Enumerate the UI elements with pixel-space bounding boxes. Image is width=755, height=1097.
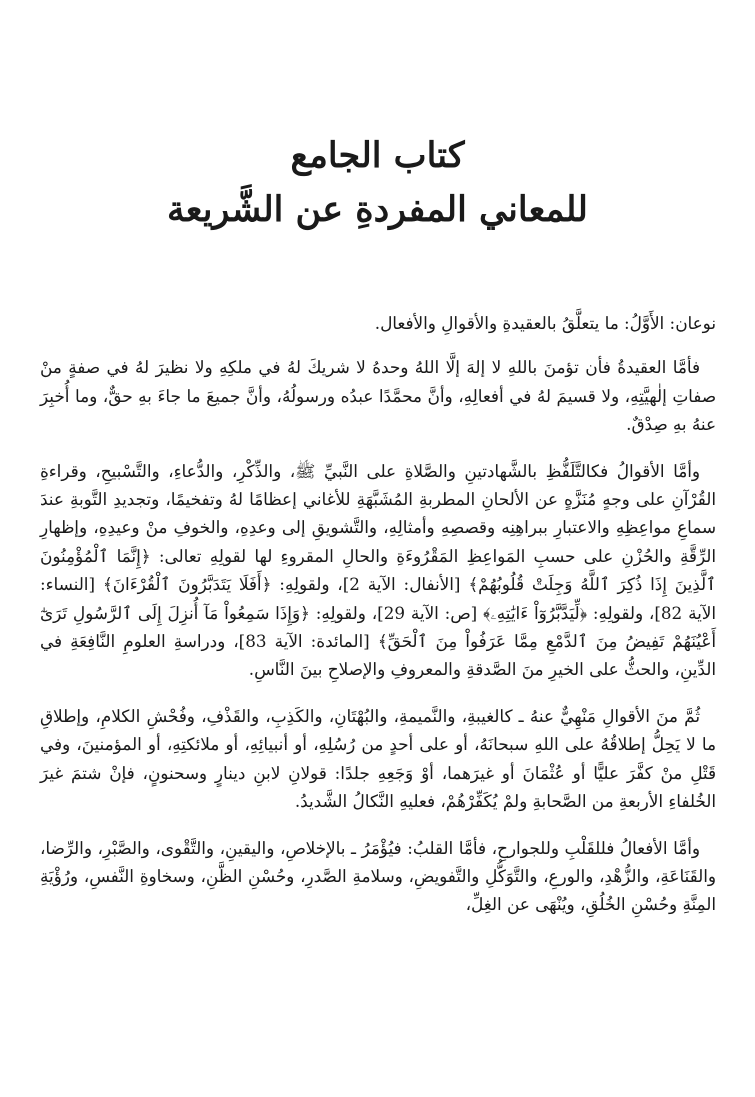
paragraph-intro: نوعان: الأَوَّلُ: ما يتعلَّقُ بالعقيدةِ والأقوالِ والأفعال.	[374, 313, 716, 333]
paragraph-afal: وأمَّا الأفعالُ فللقَلْبِ وللجوارحِ، فأمَّا القلبُ: فيُؤْمَرُ ـ بالإخلاصِ، واليقينِ، والتَّقْوى، والصَّبْرِ، والرِّضا، والقَنَاعَةِ، والزُّهْدِ، والورعِ، والتَّوَكُّلِ والتَّفويضِ، وسلامةِ الصَّدرِ، وحُسْنِ الظَّنِ، وسخاوةِ النَّفسِ، ورُؤْيَةِ المِنَّةِ وحُسْنِ الخُلُقِ، ويُنْهَى عن الغِلِّ،	[40, 837, 716, 915]
paragraph-manhi: ثُمَّ منَ الأقوالِ مَنْهِيٌّ عنهُ ـ كالغيبةِ، والنَّميمةِ، والبُهْتَانِ، والكَذِبِ، والقَذْفِ، وفُحْشِ الكلامِ، وإطلاقِ ما لا يَحِلُّ إطلاقُهُ على اللهِ سبحانَهُ، أو على أحدٍ من رُسُلِهِ، أو أنبيائِهِ، أو ملائكتِهِ، أو المؤمنينَ، وفي قَتْلِ منْ كفَّرَ عليًّا أو عُثْمَانَ أو غيرَهما، أوْ وَجَعِهِ جلدًا: قولانِ لابنِ دينارٍ وسحنونٍ، فإنْ شتمَ غيرَ الخُلفاءِ الأربعةِ من الصَّحابةِ ولمْ يُكَفِّرْهُمْ، فعليهِ النَّكالُ الشَّديدُ.	[40, 705, 716, 812]
book-subtitle: للمعاني المفردةِ عن الشَّريعة	[167, 189, 588, 230]
body-text	[40, 309, 716, 937]
paragraph-aqwal: وأمَّا الأقوالُ فكالتَّلَفُّظِ بالشَّهادتينِ والصَّلاةِ على النَّبيِّ ﷺ، والذِّكْرِ، والدُّعاءِ، والتَّسْبيحِ، وقراءةِ القُرْآنِ على وجهٍ مُنَزَّهٍ عن الألحانِ المطربةِ المُشَبَّهَةِ للأغاني إعظامًا لهُ وتفخيمًا، وتجديدِ التَّوبةِ عندَ سماعِ مواعِظِهِ والاعتبارِ ببراهِنِه وقصصِهِ وأمثالِهِ، والتَّشويقِ إلى وعدِهِ، والخوفِ منْ وعيدِهِ، وإظهارِ الرِّقَّةِ والحُزْنِ على حسبِ المَواعِظِ المَقْرُوءَةِ والحالِ المقروءِ لها لقولِهِ تعالى: ﴿إِنَّمَا ٱلْمُؤْمِنُونَ ٱلَّذِينَ إِذَا ذُكِرَ ٱللَّهُ وَجِلَتْ قُلُوبُهُمْ﴾ [الأنفال: الآية 2]، ولقولِهِ: ﴿أَفَلَا يَتَدَبَّرُونَ ٱلْقُرْءَانَ﴾ [النساء: الآية 82]، ولقولِهِ: ﴿لِّيَدَّبَّرُوٓاْ ءَايَٰتِهِۦ﴾ [ص: الآية 29]، ولقولِهِ: ﴿وَإِذَا سَمِعُواْ مَآ أُنزِلَ إِلَى ٱلرَّسُولِ تَرَىٰٓ أَعْيُنَهُمْ تَفِيضُ مِنَ ٱلدَّمْعِ مِمَّا عَرَفُواْ مِنَ ٱلْحَقِّ﴾ [المائدة: الآية 83]، ودراسةِ العلومِ النَّافِعَةِ في الدِّينِ، والحثُّ على الخيرِ منَ الصَّدقةِ والمعروفِ والإصلاحِ بينَ النَّاسِ.	[40, 460, 716, 680]
book-title: كتاب الجامع	[290, 135, 465, 176]
paragraph-aqida: فأمَّا العقيدةُ فأن تؤمنَ باللهِ لا إلهَ إلَّا اللهُ وحدهُ لا شريكَ لهُ في ملكِهِ ولا نظيرَ لهُ في صفةٍ منْ صفاتِ إلٰهيَّتِهِ، ولا قسيمَ لهُ في أفعالِهِ، وأنَّ محمَّدًا عبدُه ورسولُهُ، وأنَّ جميعَ ما جاءَ بهِ حقٌّ، وما أُخبِرَ عنهُ بهِ صِدْقٌ.	[40, 357, 716, 435]
